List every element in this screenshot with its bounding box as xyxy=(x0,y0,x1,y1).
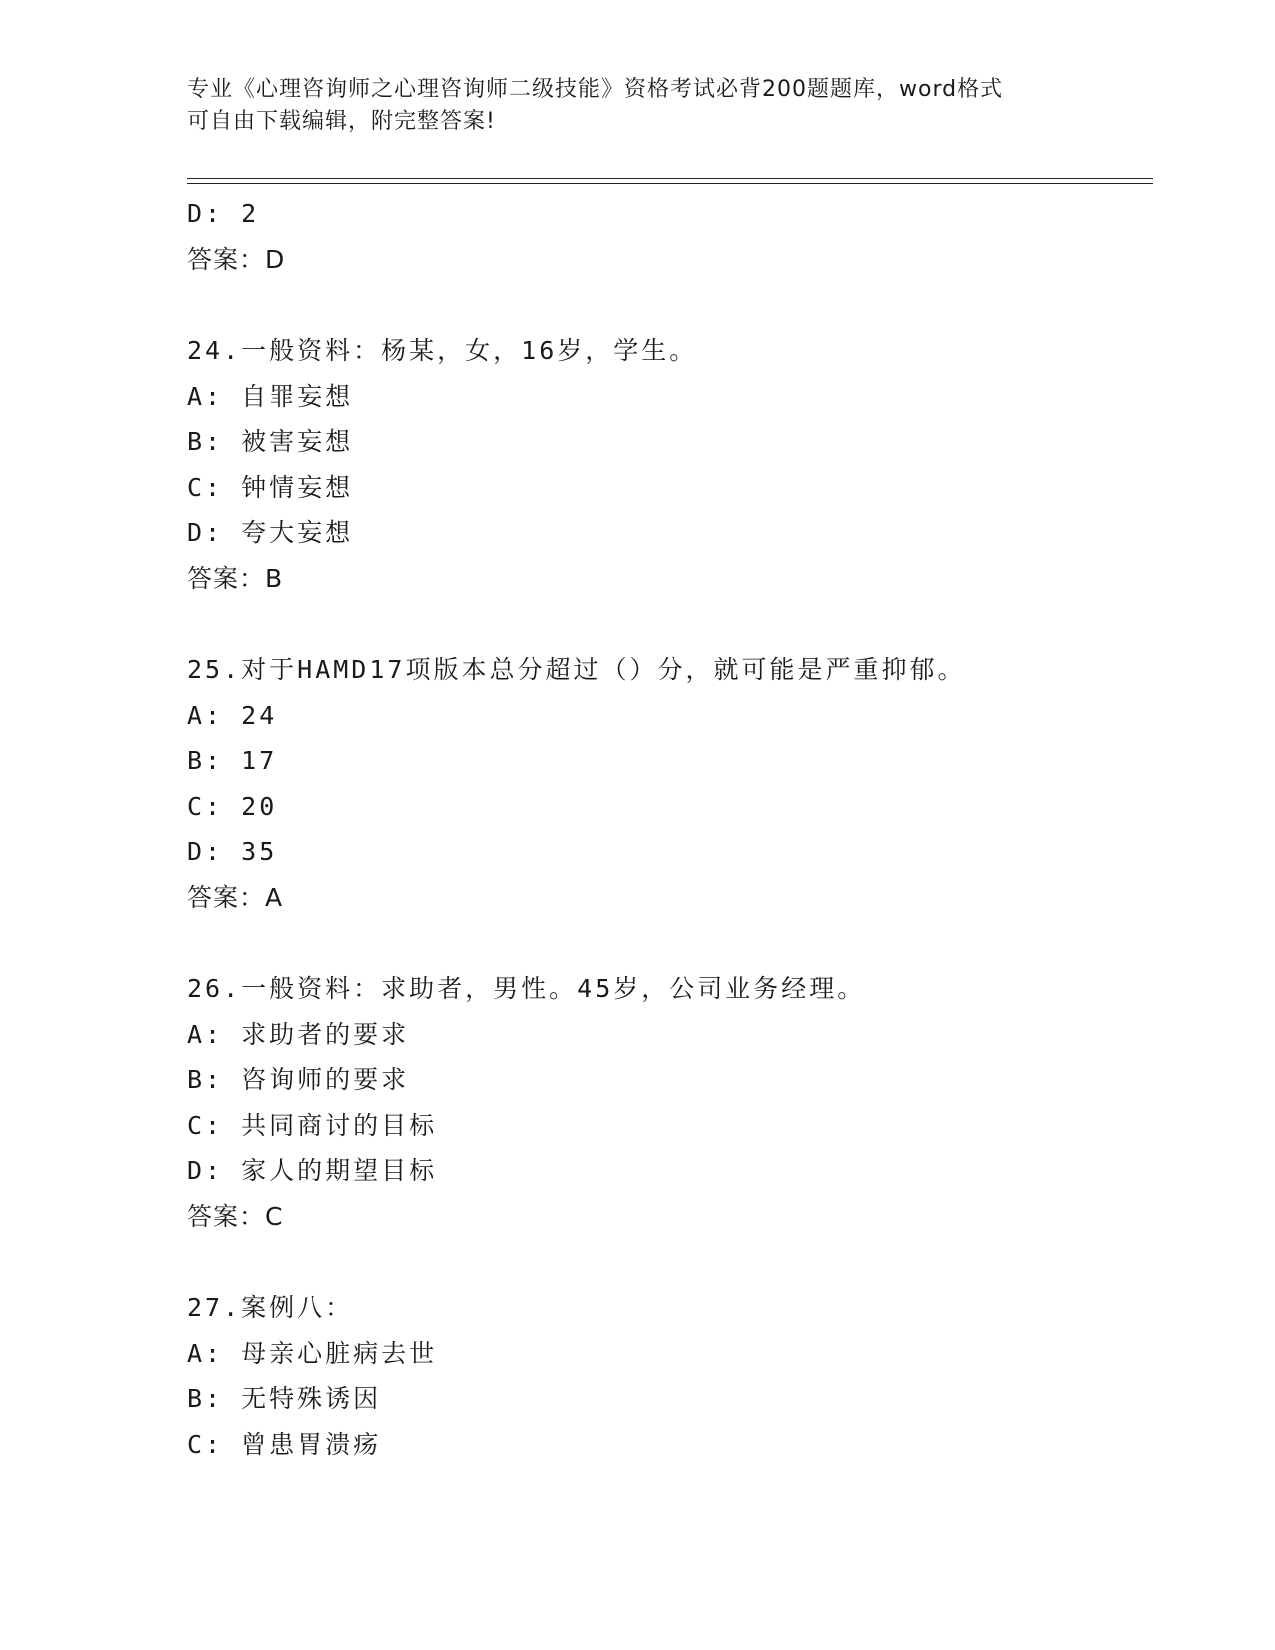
option-c: C: 钟情妄想 xyxy=(187,472,354,502)
option-b: B: 被害妄想 xyxy=(187,427,354,456)
option-c: C: 20 xyxy=(187,791,278,821)
question-stem: 24.一般资料：杨某，女，16岁，学生。 xyxy=(187,336,698,365)
option-a: A: 母亲心脏病去世 xyxy=(187,1338,438,1368)
header-divider-bottom xyxy=(187,183,1153,184)
question-stem: 25.对于HAMD17项版本总分超过（）分，就可能是严重抑郁。 xyxy=(187,655,966,684)
header-line-1: 专业《心理咨询师之心理咨询师二级技能》资格考试必背200题题库，word格式 xyxy=(187,77,1004,102)
option-c: C: 共同商讨的目标 xyxy=(187,1110,438,1140)
option-d: D: 夸大妄想 xyxy=(187,518,354,547)
option-d: D: 家人的期望目标 xyxy=(187,1156,438,1185)
question-24 xyxy=(187,328,1153,601)
question-26 xyxy=(187,966,1153,1239)
option-a: A: 24 xyxy=(187,700,278,730)
option-a: A: 自罪妄想 xyxy=(187,381,354,411)
answer: 答案：C xyxy=(187,1201,284,1231)
question-25 xyxy=(187,647,1153,920)
option-a: A: 求助者的要求 xyxy=(187,1019,410,1049)
option-b: B: 17 xyxy=(187,746,278,775)
question-27 xyxy=(187,1285,1153,1467)
option-b: B: 无特殊诱因 xyxy=(187,1384,382,1413)
header-line-2: 可自由下载编辑，附完整答案! xyxy=(187,109,496,134)
question-stem: 27.案例八： xyxy=(187,1293,354,1322)
header-divider-top xyxy=(187,178,1153,179)
document-header xyxy=(187,74,1087,138)
prev-answer: 答案：D xyxy=(187,244,286,274)
question-list xyxy=(187,191,1153,1467)
answer: 答案：A xyxy=(187,882,284,912)
question-stem: 26.一般资料：求助者，男性。45岁，公司业务经理。 xyxy=(187,974,866,1003)
answer: 答案：B xyxy=(187,563,284,593)
prev-option-d: D: 2 xyxy=(187,199,260,228)
option-c: C: 曾患胃溃疡 xyxy=(187,1429,382,1459)
option-b: B: 咨询师的要求 xyxy=(187,1065,410,1094)
option-d: D: 35 xyxy=(187,837,278,866)
